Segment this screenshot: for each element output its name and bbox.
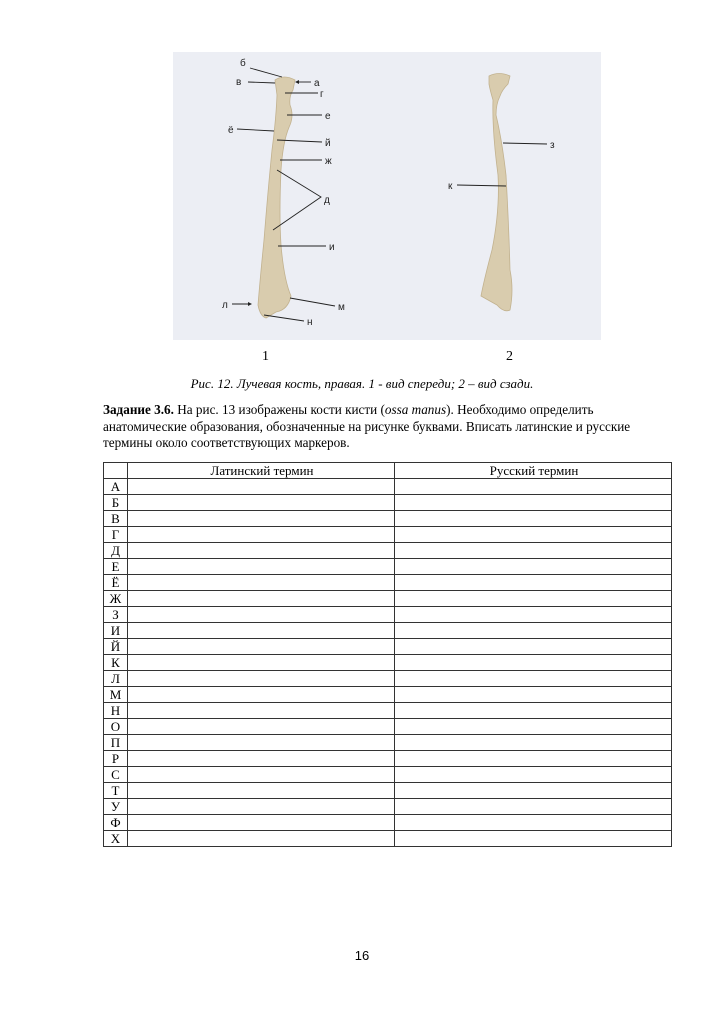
russian-term-cell[interactable] xyxy=(395,831,672,847)
table-row xyxy=(104,767,672,783)
russian-term-cell[interactable] xyxy=(395,591,672,607)
russian-term-cell[interactable] xyxy=(395,495,672,511)
russian-term-cell[interactable] xyxy=(395,527,672,543)
radius-illustration xyxy=(173,52,601,340)
label-l: л xyxy=(222,300,228,311)
table-row xyxy=(104,591,672,607)
label-n: н xyxy=(307,317,313,328)
row-letter: Ф xyxy=(104,815,128,831)
row-letter: С xyxy=(104,767,128,783)
latin-term-cell[interactable] xyxy=(128,735,395,751)
russian-term-cell[interactable] xyxy=(395,607,672,623)
view-number-2: 2 xyxy=(506,349,513,364)
label-i: и xyxy=(329,242,335,253)
table-row xyxy=(104,735,672,751)
row-letter: И xyxy=(104,623,128,639)
russian-term-cell[interactable] xyxy=(395,703,672,719)
russian-term-cell[interactable] xyxy=(395,639,672,655)
table-row xyxy=(104,543,672,559)
label-d: д xyxy=(324,195,330,206)
latin-term-cell[interactable] xyxy=(128,575,395,591)
row-letter: Г xyxy=(104,527,128,543)
row-letter: Д xyxy=(104,543,128,559)
label-k: к xyxy=(448,181,453,192)
table-row xyxy=(104,751,672,767)
russian-term-cell[interactable] xyxy=(395,783,672,799)
russian-term-cell[interactable] xyxy=(395,751,672,767)
table-row xyxy=(104,687,672,703)
row-letter: В xyxy=(104,511,128,527)
label-m: м xyxy=(338,302,345,313)
table-row xyxy=(104,799,672,815)
table-row xyxy=(104,783,672,799)
russian-term-cell[interactable] xyxy=(395,687,672,703)
russian-term-cell[interactable] xyxy=(395,767,672,783)
row-letter: Р xyxy=(104,751,128,767)
row-letter: У xyxy=(104,799,128,815)
row-letter: Х xyxy=(104,831,128,847)
latin-term-cell[interactable] xyxy=(128,623,395,639)
russian-term-cell[interactable] xyxy=(395,511,672,527)
latin-term-cell[interactable] xyxy=(128,655,395,671)
russian-term-cell[interactable] xyxy=(395,815,672,831)
row-letter: П xyxy=(104,735,128,751)
latin-term-cell[interactable] xyxy=(128,559,395,575)
row-letter: Т xyxy=(104,783,128,799)
row-letter: М xyxy=(104,687,128,703)
russian-term-cell[interactable] xyxy=(395,719,672,735)
latin-term-cell[interactable] xyxy=(128,799,395,815)
latin-term-cell[interactable] xyxy=(128,543,395,559)
table-row xyxy=(104,639,672,655)
latin-term-cell[interactable] xyxy=(128,831,395,847)
answer-table xyxy=(103,462,672,847)
russian-term-cell[interactable] xyxy=(395,671,672,687)
russian-term-cell[interactable] xyxy=(395,559,672,575)
table-row xyxy=(104,815,672,831)
russian-term-cell[interactable] xyxy=(395,799,672,815)
russian-term-cell[interactable] xyxy=(395,623,672,639)
row-letter: Ё xyxy=(104,575,128,591)
label-zh: ж xyxy=(325,156,332,167)
table-row xyxy=(104,623,672,639)
latin-term-cell[interactable] xyxy=(128,511,395,527)
label-v: в xyxy=(236,77,242,88)
table-row xyxy=(104,831,672,847)
bone-back-view xyxy=(481,74,512,311)
task-title: Задание 3.6. xyxy=(103,402,174,417)
label-b: б xyxy=(240,58,246,69)
table-row xyxy=(104,575,672,591)
row-letter: О xyxy=(104,719,128,735)
header-latin: Латинский термин xyxy=(128,463,395,479)
latin-term: ossa manus xyxy=(384,402,447,417)
label-yo: ё xyxy=(228,125,234,136)
label-y: й xyxy=(325,138,331,149)
task-text-part: На рис. 13 изображены кости кисти ( xyxy=(173,402,385,417)
table-header-row xyxy=(104,463,672,479)
row-letter: З xyxy=(104,607,128,623)
header-letter xyxy=(104,463,128,479)
latin-term-cell[interactable] xyxy=(128,495,395,511)
russian-term-cell[interactable] xyxy=(395,735,672,751)
table-row xyxy=(104,479,672,495)
latin-term-cell[interactable] xyxy=(128,783,395,799)
table-row xyxy=(104,607,672,623)
russian-term-cell[interactable] xyxy=(395,479,672,495)
bone-front-view xyxy=(258,77,295,318)
row-letter: Б xyxy=(104,495,128,511)
latin-term-cell[interactable] xyxy=(128,687,395,703)
label-e: е xyxy=(325,111,331,122)
table-row xyxy=(104,703,672,719)
latin-term-cell[interactable] xyxy=(128,703,395,719)
row-letter: Л xyxy=(104,671,128,687)
table-row xyxy=(104,495,672,511)
row-letter: А xyxy=(104,479,128,495)
latin-term-cell[interactable] xyxy=(128,815,395,831)
radius-bone-figure xyxy=(173,52,601,340)
latin-term-cell[interactable] xyxy=(128,591,395,607)
label-g: г xyxy=(320,89,324,100)
latin-term-cell[interactable] xyxy=(128,719,395,735)
row-letter: Е xyxy=(104,559,128,575)
row-letter: Н xyxy=(104,703,128,719)
header-russian: Русский термин xyxy=(395,463,672,479)
russian-term-cell[interactable] xyxy=(395,543,672,559)
row-letter: К xyxy=(104,655,128,671)
russian-term-cell[interactable] xyxy=(395,575,672,591)
page-number: 16 xyxy=(354,948,370,963)
latin-term-cell[interactable] xyxy=(128,607,395,623)
figure-caption: Рис. 12. Лучевая кость, правая. 1 - вид спереди; 2 – вид сзади. xyxy=(190,376,534,391)
task-text-part: ). Необходимо определить анатомические образования, обозначенные на рисунке буквами. Вписать латинские и русские термины около соответствующих маркеров. xyxy=(103,402,631,450)
latin-term-cell[interactable] xyxy=(128,479,395,495)
row-letter: Ж xyxy=(104,591,128,607)
table-row xyxy=(104,527,672,543)
latin-term-cell[interactable] xyxy=(128,751,395,767)
table-row xyxy=(104,559,672,575)
view-number-1: 1 xyxy=(262,349,269,364)
latin-term-cell[interactable] xyxy=(128,639,395,655)
latin-term-cell[interactable] xyxy=(128,671,395,687)
latin-term-cell[interactable] xyxy=(128,767,395,783)
row-letter: Й xyxy=(104,639,128,655)
table-row xyxy=(104,655,672,671)
label-z: з xyxy=(550,140,555,151)
table-row xyxy=(104,511,672,527)
label-a: а xyxy=(314,78,320,89)
table-row xyxy=(104,671,672,687)
russian-term-cell[interactable] xyxy=(395,655,672,671)
table-row xyxy=(104,719,672,735)
task-text xyxy=(103,402,678,452)
latin-term-cell[interactable] xyxy=(128,527,395,543)
